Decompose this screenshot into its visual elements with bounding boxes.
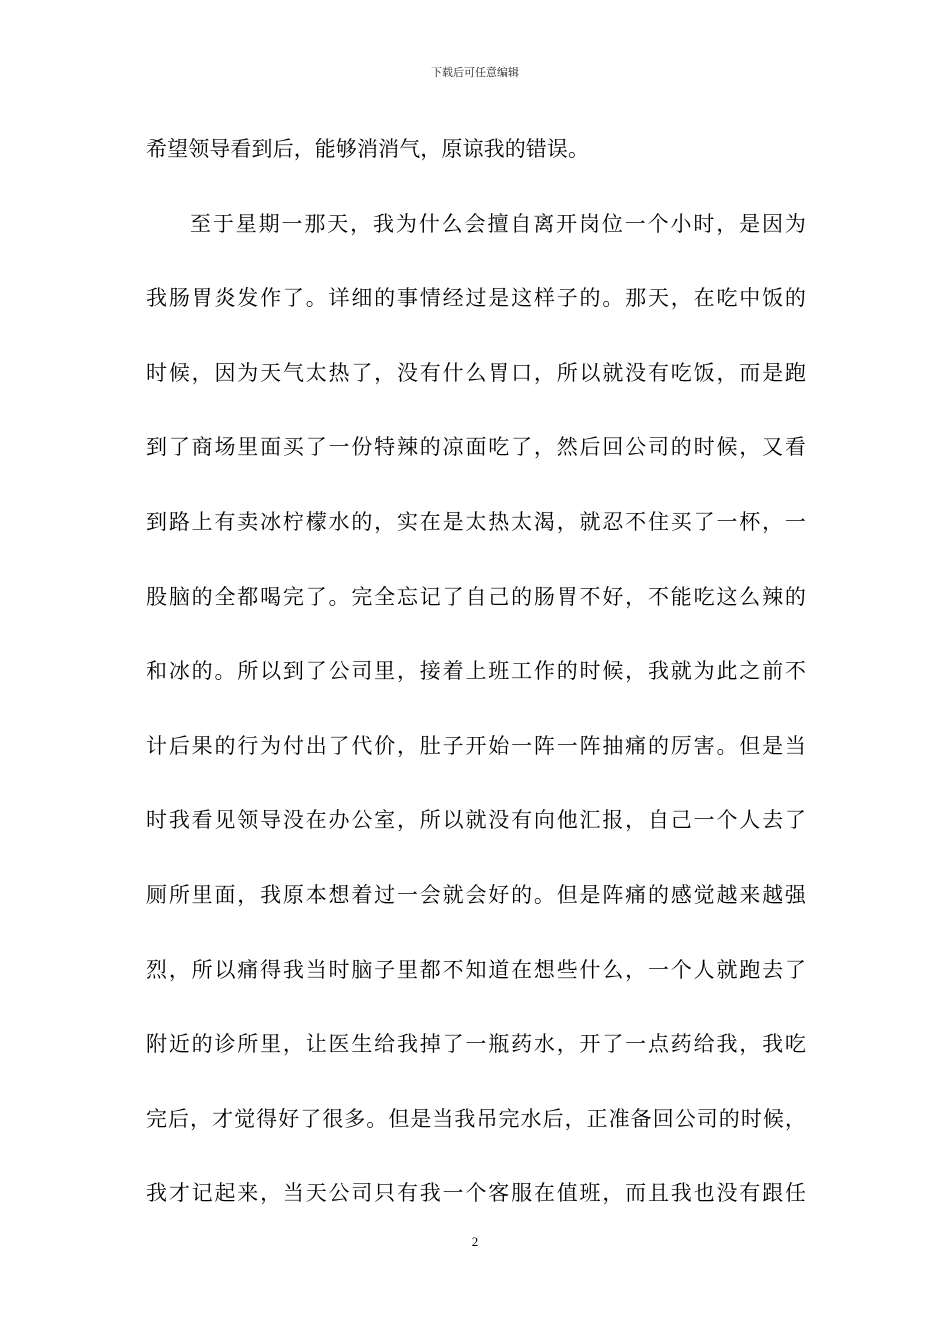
paragraph-line: 时我看见领导没在办公室，所以就没有向他汇报，自己一个人去了 [146,808,806,833]
paragraph-line: 到路上有卖冰柠檬水的，实在是太热太渴，就忍不住买了一杯，一 [146,509,806,534]
paragraph-line: 股脑的全都喝完了。完全忘记了自己的肠胃不好，不能吃这么辣的 [146,584,806,609]
paragraph-line: 希望领导看到后，能够消消气，原谅我的错误。 [146,137,590,161]
paragraph-line: 我才记起来，当天公司只有我一个客服在值班，而且我也没有跟任 [146,1181,806,1206]
document-body [146,126,806,1245]
page-number: 2 [471,1234,479,1249]
paragraph-line: 附近的诊所里，让医生给我掉了一瓶药水，开了一点药给我，我吃 [146,1032,806,1057]
paragraph-line: 烈，所以痛得我当时脑子里都不知道在想些什么，一个人就跑去了 [146,957,806,982]
paragraph-line: 至于星期一那天，我为什么会擅自离开岗位一个小时，是因为 [190,211,806,236]
paragraph-line: 和冰的。所以到了公司里，接着上班工作的时候，我就为此之前不 [146,659,806,684]
paragraph-line: 完后，才觉得好了很多。但是当我吊完水后，正准备回公司的时候， [146,1106,806,1131]
paragraph-line: 计后果的行为付出了代价，肚子开始一阵一阵抽痛的厉害。但是当 [146,733,806,758]
paragraph-line: 时候，因为天气太热了，没有什么胃口，所以就没有吃饭，而是跑 [146,360,806,385]
paragraph-line: 到了商场里面买了一份特辣的凉面吃了，然后回公司的时候，又看 [146,435,806,460]
page-header: 下载后可任意编辑 [431,66,519,79]
paragraph-line: 厕所里面，我原本想着过一会就会好的。但是阵痛的感觉越来越强 [146,882,806,907]
paragraph-line: 我肠胃炎发作了。详细的事情经过是这样子的。那天，在吃中饭的 [146,286,806,311]
